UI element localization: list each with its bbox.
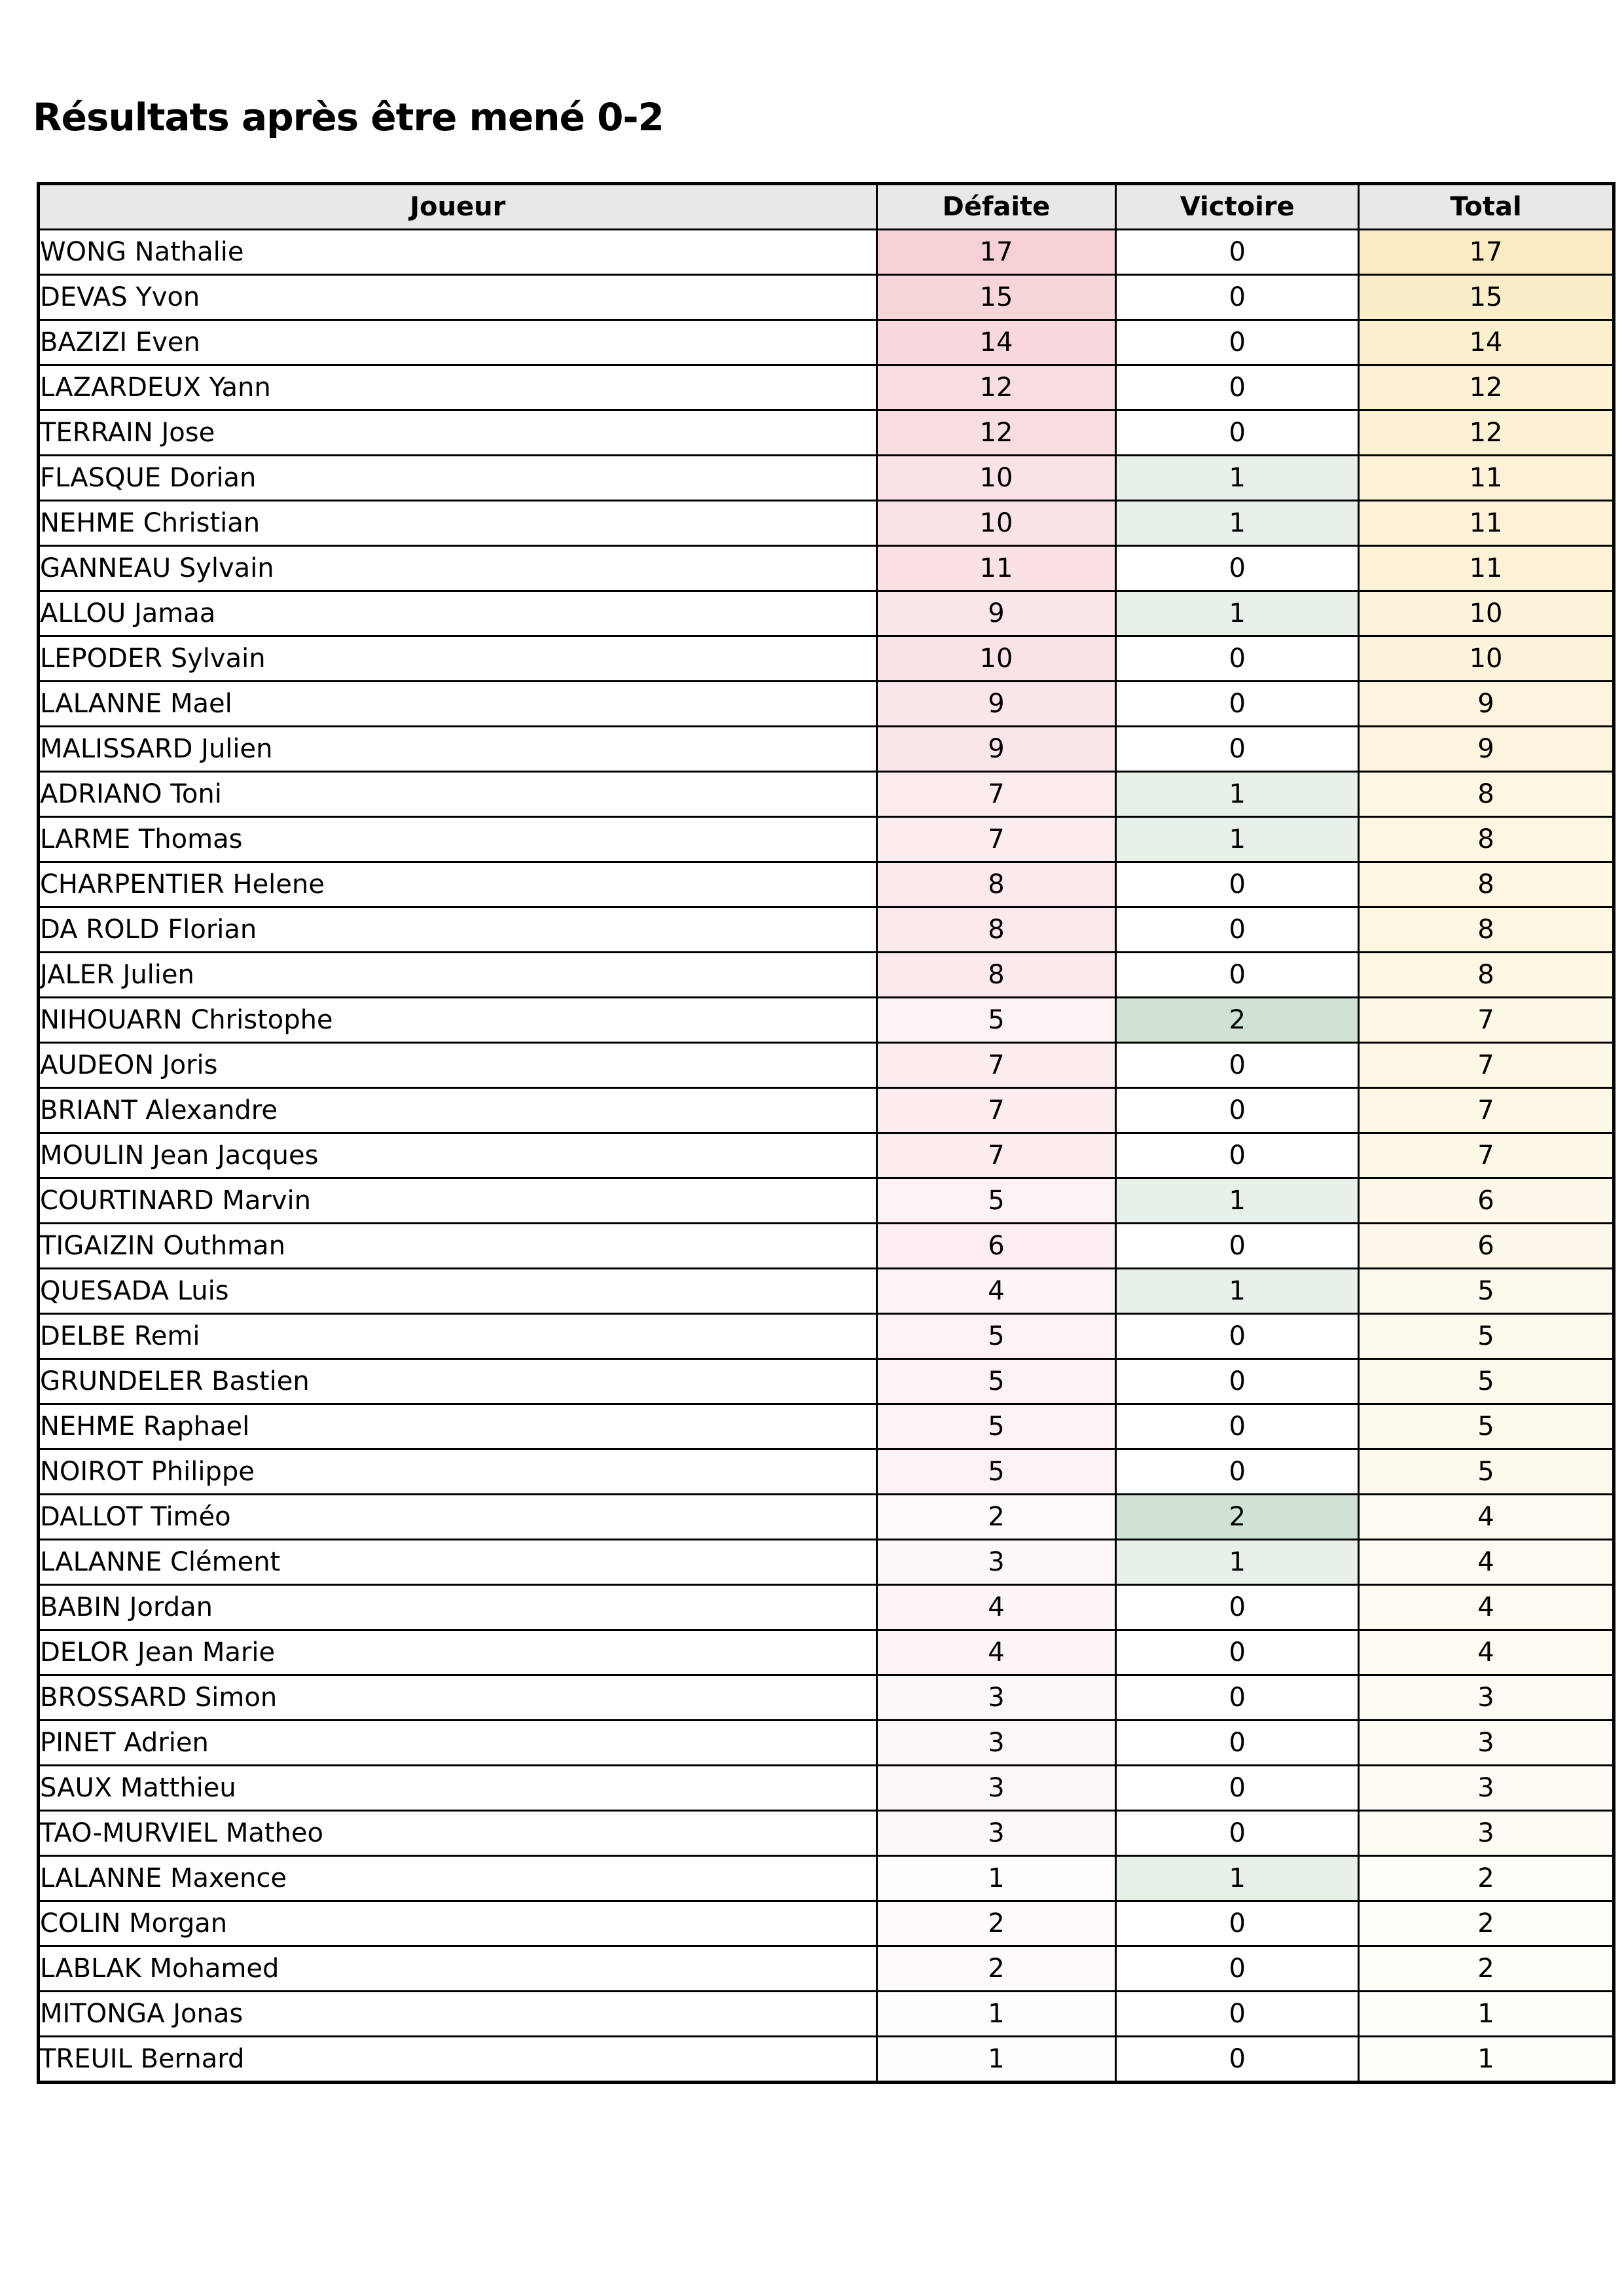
total-value-cell: 3: [1359, 1721, 1614, 1766]
table-row: [39, 1585, 1614, 1630]
victory-value-cell: 0: [1116, 1766, 1359, 1811]
player-name-cell: TERRAIN Jose: [39, 410, 877, 456]
table-row: [39, 1540, 1614, 1585]
defeat-value-cell: 3: [876, 1675, 1116, 1721]
table-row: [39, 727, 1614, 772]
victory-value-cell: 0: [1116, 1449, 1359, 1495]
victory-value-cell: 0: [1116, 230, 1359, 275]
defeat-value-cell: 7: [876, 772, 1116, 817]
page-title: Résultats après être mené 0-2: [33, 94, 664, 139]
player-name-cell: TAO-MURVIEL Matheo: [39, 1811, 877, 1856]
table-row: [39, 817, 1614, 862]
table-row: [39, 546, 1614, 591]
defeat-value-cell: 7: [876, 1133, 1116, 1178]
table-row: [39, 1675, 1614, 1721]
player-name-cell: LAZARDEUX Yann: [39, 365, 877, 410]
defeat-value-cell: 4: [876, 1630, 1116, 1675]
defeat-value-cell: 8: [876, 862, 1116, 907]
player-name-cell: DALLOT Timéo: [39, 1495, 877, 1540]
table-row: [39, 1946, 1614, 1992]
total-value-cell: 6: [1359, 1178, 1614, 1224]
table-row: [39, 1088, 1614, 1133]
total-value-cell: 3: [1359, 1811, 1614, 1856]
table-row: [39, 1811, 1614, 1856]
total-value-cell: 5: [1359, 1359, 1614, 1404]
defeat-value-cell: 10: [876, 636, 1116, 682]
player-name-cell: COURTINARD Marvin: [39, 1178, 877, 1224]
table-row: [39, 2037, 1614, 2083]
victory-value-cell: 0: [1116, 727, 1359, 772]
total-value-cell: 4: [1359, 1540, 1614, 1585]
player-name-cell: FLASQUE Dorian: [39, 456, 877, 501]
total-value-cell: 3: [1359, 1675, 1614, 1721]
defeat-value-cell: 7: [876, 1043, 1116, 1088]
table-row: [39, 1224, 1614, 1269]
col-header-total: Total: [1359, 184, 1614, 230]
player-name-cell: NEHME Christian: [39, 501, 877, 546]
victory-value-cell: 0: [1116, 636, 1359, 682]
defeat-value-cell: 7: [876, 817, 1116, 862]
player-name-cell: LEPODER Sylvain: [39, 636, 877, 682]
table-row: [39, 1721, 1614, 1766]
victory-value-cell: 2: [1116, 1495, 1359, 1540]
total-value-cell: 8: [1359, 862, 1614, 907]
player-name-cell: DA ROLD Florian: [39, 907, 877, 953]
defeat-value-cell: 6: [876, 1224, 1116, 1269]
table-row: [39, 320, 1614, 365]
col-header-victoire: Victoire: [1116, 184, 1359, 230]
defeat-value-cell: 5: [876, 1178, 1116, 1224]
victory-value-cell: 2: [1116, 998, 1359, 1043]
victory-value-cell: 1: [1116, 817, 1359, 862]
player-name-cell: JALER Julien: [39, 953, 877, 998]
victory-value-cell: 0: [1116, 1404, 1359, 1449]
defeat-value-cell: 9: [876, 591, 1116, 636]
player-name-cell: ADRIANO Toni: [39, 772, 877, 817]
table-row: [39, 1359, 1614, 1404]
victory-value-cell: 0: [1116, 1224, 1359, 1269]
defeat-value-cell: 1: [876, 2037, 1116, 2083]
player-name-cell: DELOR Jean Marie: [39, 1630, 877, 1675]
defeat-value-cell: 12: [876, 365, 1116, 410]
total-value-cell: 2: [1359, 1946, 1614, 1992]
defeat-value-cell: 15: [876, 275, 1116, 320]
defeat-value-cell: 9: [876, 727, 1116, 772]
player-name-cell: SAUX Matthieu: [39, 1766, 877, 1811]
player-name-cell: NOIROT Philippe: [39, 1449, 877, 1495]
victory-value-cell: 1: [1116, 456, 1359, 501]
total-value-cell: 1: [1359, 1992, 1614, 2037]
table-row: [39, 1901, 1614, 1946]
victory-value-cell: 0: [1116, 1901, 1359, 1946]
player-name-cell: BAZIZI Even: [39, 320, 877, 365]
player-name-cell: LALANNE Mael: [39, 682, 877, 727]
total-value-cell: 5: [1359, 1449, 1614, 1495]
victory-value-cell: 1: [1116, 501, 1359, 546]
total-value-cell: 11: [1359, 456, 1614, 501]
victory-value-cell: 0: [1116, 365, 1359, 410]
player-name-cell: DEVAS Yvon: [39, 275, 877, 320]
player-name-cell: LALANNE Clément: [39, 1540, 877, 1585]
total-value-cell: 8: [1359, 953, 1614, 998]
victory-value-cell: 1: [1116, 1856, 1359, 1901]
defeat-value-cell: 3: [876, 1540, 1116, 1585]
player-name-cell: ALLOU Jamaa: [39, 591, 877, 636]
table-row: [39, 456, 1614, 501]
player-name-cell: MALISSARD Julien: [39, 727, 877, 772]
player-name-cell: WONG Nathalie: [39, 230, 877, 275]
table-row: [39, 1766, 1614, 1811]
player-name-cell: COLIN Morgan: [39, 1901, 877, 1946]
table-row: [39, 1043, 1614, 1088]
victory-value-cell: 0: [1116, 320, 1359, 365]
victory-value-cell: 1: [1116, 1540, 1359, 1585]
total-value-cell: 1: [1359, 2037, 1614, 2083]
victory-value-cell: 0: [1116, 275, 1359, 320]
victory-value-cell: 0: [1116, 2037, 1359, 2083]
defeat-value-cell: 2: [876, 1901, 1116, 1946]
defeat-value-cell: 5: [876, 1449, 1116, 1495]
total-value-cell: 17: [1359, 230, 1614, 275]
defeat-value-cell: 2: [876, 1495, 1116, 1540]
victory-value-cell: 0: [1116, 1630, 1359, 1675]
victory-value-cell: 0: [1116, 1043, 1359, 1088]
table-row: [39, 1269, 1614, 1314]
defeat-value-cell: 1: [876, 1992, 1116, 2037]
total-value-cell: 7: [1359, 1133, 1614, 1178]
table-row: [39, 1404, 1614, 1449]
total-value-cell: 5: [1359, 1269, 1614, 1314]
victory-value-cell: 0: [1116, 682, 1359, 727]
total-value-cell: 11: [1359, 501, 1614, 546]
victory-value-cell: 0: [1116, 1088, 1359, 1133]
defeat-value-cell: 3: [876, 1811, 1116, 1856]
victory-value-cell: 0: [1116, 862, 1359, 907]
table-row: [39, 591, 1614, 636]
defeat-value-cell: 11: [876, 546, 1116, 591]
defeat-value-cell: 8: [876, 907, 1116, 953]
victory-value-cell: 0: [1116, 953, 1359, 998]
player-name-cell: LALANNE Maxence: [39, 1856, 877, 1901]
player-name-cell: TIGAIZIN Outhman: [39, 1224, 877, 1269]
player-name-cell: AUDEON Joris: [39, 1043, 877, 1088]
total-value-cell: 11: [1359, 546, 1614, 591]
victory-value-cell: 0: [1116, 1314, 1359, 1359]
defeat-value-cell: 17: [876, 230, 1116, 275]
table-row: [39, 410, 1614, 456]
total-value-cell: 4: [1359, 1630, 1614, 1675]
player-name-cell: GANNEAU Sylvain: [39, 546, 877, 591]
victory-value-cell: 0: [1116, 546, 1359, 591]
table-row: [39, 636, 1614, 682]
total-value-cell: 7: [1359, 1043, 1614, 1088]
total-value-cell: 10: [1359, 636, 1614, 682]
player-name-cell: MOULIN Jean Jacques: [39, 1133, 877, 1178]
header-row: [39, 184, 1614, 230]
defeat-value-cell: 3: [876, 1766, 1116, 1811]
victory-value-cell: 0: [1116, 1992, 1359, 2037]
player-name-cell: NIHOUARN Christophe: [39, 998, 877, 1043]
player-name-cell: BRIANT Alexandre: [39, 1088, 877, 1133]
total-value-cell: 5: [1359, 1314, 1614, 1359]
player-name-cell: BROSSARD Simon: [39, 1675, 877, 1721]
defeat-value-cell: 1: [876, 1856, 1116, 1901]
player-name-cell: CHARPENTIER Helene: [39, 862, 877, 907]
defeat-value-cell: 12: [876, 410, 1116, 456]
player-name-cell: TREUIL Bernard: [39, 2037, 877, 2083]
table-row: [39, 953, 1614, 998]
defeat-value-cell: 3: [876, 1721, 1116, 1766]
total-value-cell: 8: [1359, 907, 1614, 953]
total-value-cell: 6: [1359, 1224, 1614, 1269]
defeat-value-cell: 14: [876, 320, 1116, 365]
table-row: [39, 1133, 1614, 1178]
player-name-cell: QUESADA Luis: [39, 1269, 877, 1314]
table-row: [39, 1495, 1614, 1540]
victory-value-cell: 0: [1116, 1585, 1359, 1630]
table-row: [39, 501, 1614, 546]
col-header-defaite: Défaite: [876, 184, 1116, 230]
total-value-cell: 12: [1359, 410, 1614, 456]
table-row: [39, 365, 1614, 410]
col-header-joueur: Joueur: [39, 184, 877, 230]
total-value-cell: 8: [1359, 772, 1614, 817]
defeat-value-cell: 9: [876, 682, 1116, 727]
total-value-cell: 4: [1359, 1495, 1614, 1540]
victory-value-cell: 1: [1116, 1269, 1359, 1314]
victory-value-cell: 1: [1116, 591, 1359, 636]
victory-value-cell: 0: [1116, 1721, 1359, 1766]
table-row: [39, 1178, 1614, 1224]
table-row: [39, 862, 1614, 907]
table-row: [39, 907, 1614, 953]
defeat-value-cell: 4: [876, 1269, 1116, 1314]
player-name-cell: LARME Thomas: [39, 817, 877, 862]
player-name-cell: PINET Adrien: [39, 1721, 877, 1766]
table-row: [39, 275, 1614, 320]
player-name-cell: MITONGA Jonas: [39, 1992, 877, 2037]
defeat-value-cell: 4: [876, 1585, 1116, 1630]
table-row: [39, 230, 1614, 275]
table-row: [39, 1630, 1614, 1675]
total-value-cell: 7: [1359, 998, 1614, 1043]
table-row: [39, 1314, 1614, 1359]
total-value-cell: 8: [1359, 817, 1614, 862]
total-value-cell: 2: [1359, 1856, 1614, 1901]
total-value-cell: 9: [1359, 682, 1614, 727]
player-name-cell: LABLAK Mohamed: [39, 1946, 877, 1992]
defeat-value-cell: 10: [876, 501, 1116, 546]
defeat-value-cell: 5: [876, 998, 1116, 1043]
victory-value-cell: 1: [1116, 772, 1359, 817]
total-value-cell: 9: [1359, 727, 1614, 772]
total-value-cell: 3: [1359, 1766, 1614, 1811]
table-row: [39, 682, 1614, 727]
victory-value-cell: 0: [1116, 1946, 1359, 1992]
victory-value-cell: 1: [1116, 1178, 1359, 1224]
victory-value-cell: 0: [1116, 1359, 1359, 1404]
results-table: [37, 182, 1615, 2084]
defeat-value-cell: 5: [876, 1404, 1116, 1449]
player-name-cell: GRUNDELER Bastien: [39, 1359, 877, 1404]
victory-value-cell: 0: [1116, 907, 1359, 953]
total-value-cell: 10: [1359, 591, 1614, 636]
total-value-cell: 12: [1359, 365, 1614, 410]
total-value-cell: 2: [1359, 1901, 1614, 1946]
defeat-value-cell: 8: [876, 953, 1116, 998]
victory-value-cell: 0: [1116, 1133, 1359, 1178]
table-row: [39, 1992, 1614, 2037]
total-value-cell: 15: [1359, 275, 1614, 320]
total-value-cell: 14: [1359, 320, 1614, 365]
table-row: [39, 998, 1614, 1043]
defeat-value-cell: 5: [876, 1359, 1116, 1404]
player-name-cell: BABIN Jordan: [39, 1585, 877, 1630]
total-value-cell: 4: [1359, 1585, 1614, 1630]
defeat-value-cell: 7: [876, 1088, 1116, 1133]
victory-value-cell: 0: [1116, 1811, 1359, 1856]
total-value-cell: 5: [1359, 1404, 1614, 1449]
defeat-value-cell: 10: [876, 456, 1116, 501]
player-name-cell: DELBE Remi: [39, 1314, 877, 1359]
player-name-cell: NEHME Raphael: [39, 1404, 877, 1449]
total-value-cell: 7: [1359, 1088, 1614, 1133]
defeat-value-cell: 2: [876, 1946, 1116, 1992]
victory-value-cell: 0: [1116, 410, 1359, 456]
results-table-body: [39, 230, 1614, 2083]
table-row: [39, 1856, 1614, 1901]
table-row: [39, 1449, 1614, 1495]
table-row: [39, 772, 1614, 817]
defeat-value-cell: 5: [876, 1314, 1116, 1359]
victory-value-cell: 0: [1116, 1675, 1359, 1721]
